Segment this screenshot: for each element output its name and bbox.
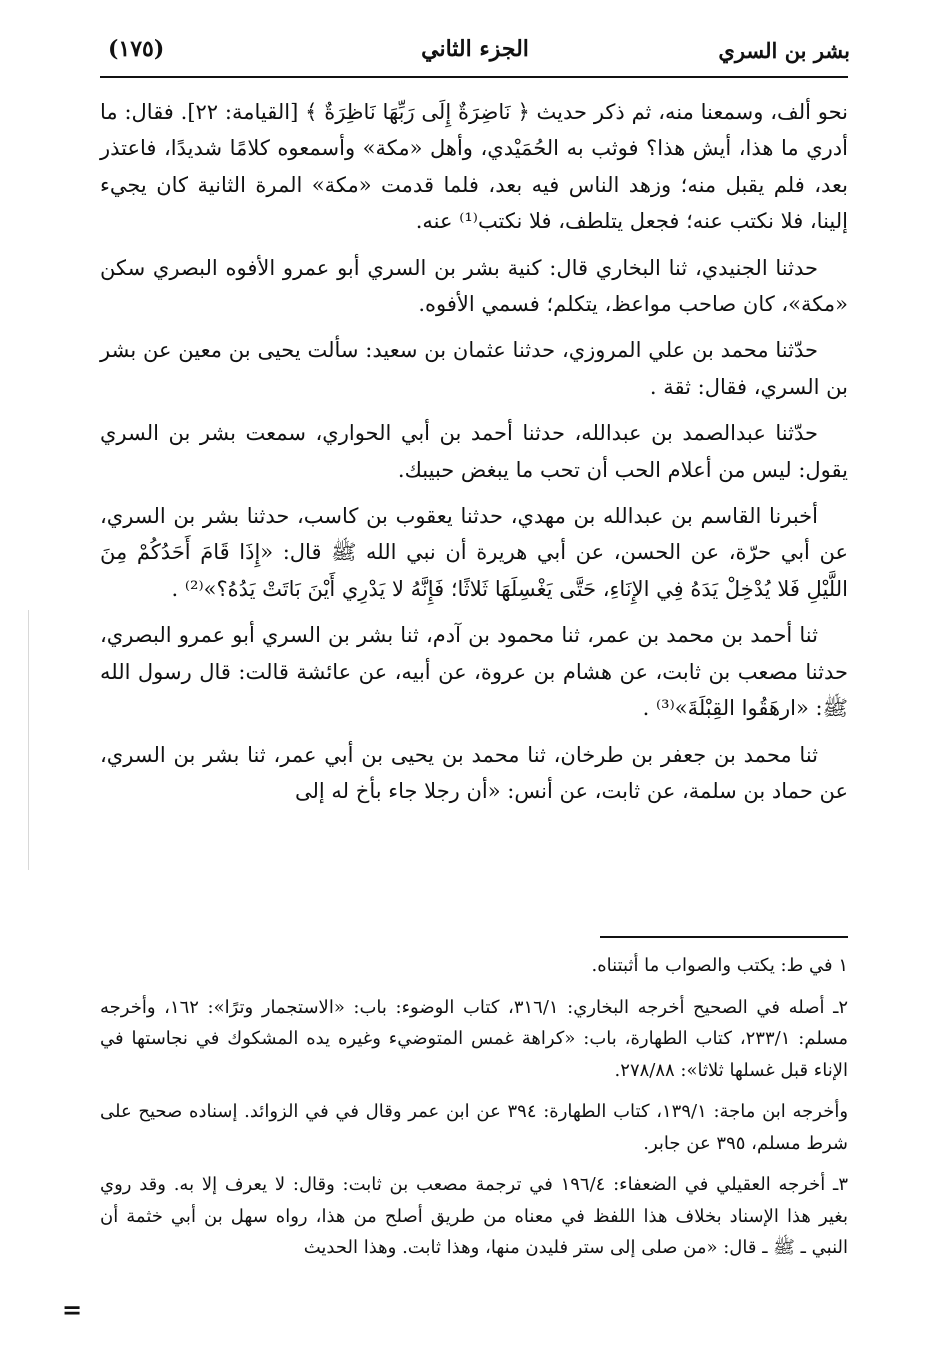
paragraph: حدثنا الجنيدي، ثنا البخاري قال: كنية بشر بن السري أبو عمرو الأفوه البصري سكن «مكة»، كان صاحب مواعظ، يتكلم؛ فسمي الأفوه. [100,255,848,317]
footnotes [100,950,848,1274]
paragraph: ثنا محمد بن جعفر بن طرخان، ثنا محمد بن يحيى بن أبي عمر، ثنا بشر بن السري، عن حماد بن سلمة، عن ثابت، عن أنس: «أن رجلا جاء بأخ له إلى [100,742,848,803]
paragraph: حدّثنا محمد بن علي المروزي، حدثنا عثمان بن سعيد: سألت يحيى بن معين عن بشر بن السري، فقال: ثقة . [100,338,848,399]
footnote: ٣ـ أخرجه العقيلي في الضعفاء: ١٩٦/٤ في ترجمة مصعب بن ثابت: وقال: لا يعرف إلا به. وقد روي بغير هذا الإسناد بخلاف هذا اللفظ في معناه من طريق أصلح من هذا، رواه سهل بن أبي خثمة أن النبي ـ ﷺ ـ قال: «من صلى إلى ستر فليدن منها، وهذا ثابت. وهذا الحديث [100,1174,849,1258]
paragraph: أخبرنا القاسم بن عبدالله بن مهدي، حدثنا يعقوب بن كاسب، حدثنا بشر بن السري، عن أبي حرّة، عن الحسن، عن أبي هريرة أن نبي الله ﷺ قال: «إِذَا قَامَ أَحَدُكُمْ مِنَ اللَّيْلِ فَلا يُدْخِلْ يَدَهُ فِي الإِنَاءِ، حَتَّى يَغْسِلَهَا ثَلاثًا؛ فَإِنَّهُ لا يَدْرِي أَيْنَ بَاتَتْ يَدُهُ؟»⁽²⁾ . [100,504,848,601]
part-title: الجزء الثاني [421,36,529,62]
page-edge-shadow [28,610,29,870]
page-number: (١٧٥) [108,36,165,62]
continuation-mark: = [62,1296,83,1324]
paragraph: ثنا أحمد بن محمد بن عمر، ثنا محمود بن آدم، ثنا بشر بن السري أبو عمرو البصري، حدثنا مصعب بن ثابت، عن هشام بن عروة، عن أبيه، عن عائشة قالت: قال رسول الله ﷺ: «ارهَقُوا القِبْلَةَ»⁽³⁾ . [100,623,848,721]
paragraph: حدّثنا عبدالصمد بن عبدالله، حدثنا أحمد بن أبي الحواري، سمعت بشر بن السري يقول: ليس من أعلام الحب أن تحب ما يبغض حبيبك. [100,421,848,482]
running-title: بشر بن السري [718,38,850,63]
header-rule [100,76,848,78]
footnote: ١ في ط: يكتب والصواب ما أثبتناه. [591,955,848,976]
main-text [100,94,848,819]
footnote: وأخرجه ابن ماجة: ١٣٩/١، كتاب الطهارة: ٣٩٤ عن ابن عمر وقال في في الزوائد. إسناده صحيح على شرط مسلم، ٣٩٥ عن جابر. [100,1101,849,1154]
footnote-separator [600,936,848,938]
page-header [100,30,850,70]
paragraph: نحو ألف، وسمعنا منه، ثم ذكر حديث ﴿ نَاضِرَةٌ إِلَى رَبِّهَا نَاظِرَةٌ ﴾ [القيامة: ٢٢]. فقال: ما أدري ما هذا، أيش هذا؟ فوثب به الحُمَيْدي، وأهل «مكة» وأسمعوه كلامًا شديدًا، فاعتذر بعد، فلم يقبل منه؛ وزهد الناس فيه بعد، فلما قدمت «مكة» المرة الثانية كان يجيء إلينا، فلا نكتب عنه؛ فجعل يتلطف، فلا نكتب⁽¹⁾ عنه. [100,100,848,234]
footnote: ٢ـ أصله في الصحيح أخرجه البخاري: ٣١٦/١، كتاب الوضوء: باب: «الاستجمار وترًا»: ١٦٢، وأخرجه مسلم: ٢٣٣/١، كتاب الطهارة، باب: «كراهة غمس المتوضيء وغيره يده المشكوك في نجاستها في الإناء قبل غسلها ثلاثا»: ٢٧٨/٨٨. [100,996,849,1081]
